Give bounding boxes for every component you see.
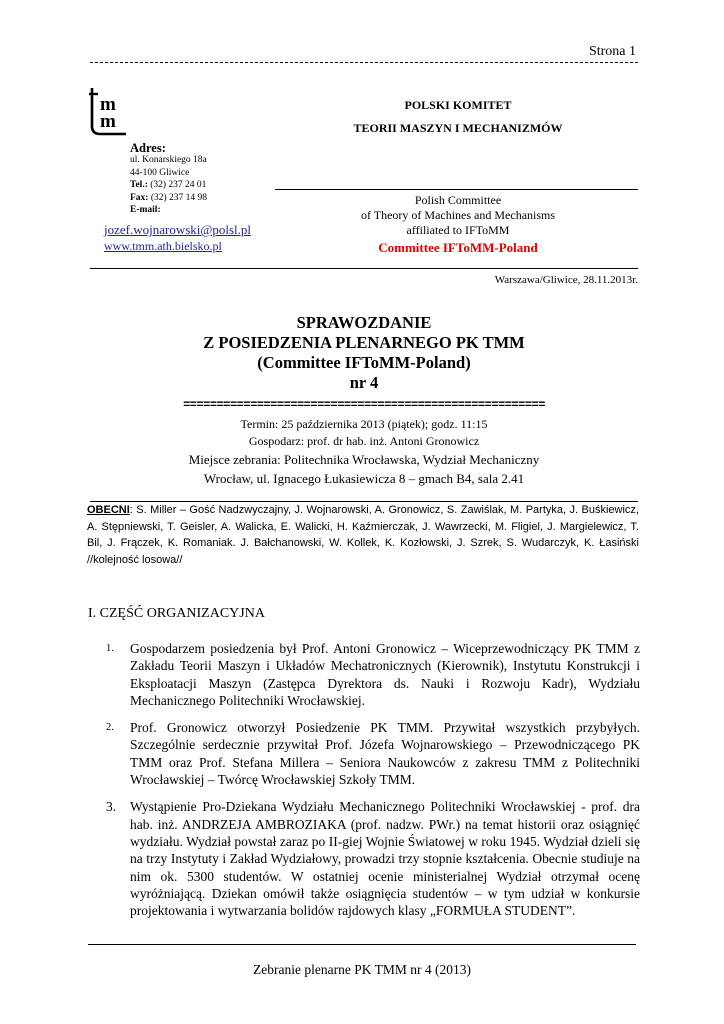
page-number: Strona 1	[588, 44, 636, 59]
organization-name-english	[278, 193, 638, 255]
meeting-address: Wrocław, ul. Ignacego Łukasiewicza 8 – gmach B4, sala 2.41	[203, 471, 525, 486]
title-separator: ======================================================	[183, 398, 545, 412]
fax-line	[130, 192, 207, 204]
email-link[interactable]: jozef.wojnarowski@polsl.pl	[104, 222, 252, 237]
fax-label: Fax:	[130, 192, 149, 203]
address-block	[130, 142, 207, 216]
svg-text:m: m	[100, 111, 116, 132]
list-item	[100, 640, 640, 709]
tmm-logo-icon	[88, 86, 128, 138]
org-en-line3: affiliated to IFToMM	[406, 223, 510, 237]
footer-divider	[88, 944, 636, 945]
meeting-host: Gospodarz: prof. dr hab. inż. Antoni Gronowicz	[248, 434, 480, 448]
header-dashed-divider	[90, 62, 638, 63]
title-line1: SPRAWOZDANIE	[296, 313, 432, 332]
item-number: 2.	[106, 722, 114, 734]
svg-text:m: m	[100, 94, 116, 115]
title-line4: nr 4	[349, 373, 379, 392]
meeting-place: Miejsce zebrania: Politechnika Wrocławska, Wydział Mechaniczny	[188, 452, 540, 467]
section-title: I. CZĘŚĆ ORGANIZACYJNA	[88, 606, 265, 621]
attendees-text: : S. Miller – Gość Nadzwyczajny, J. Wojnarowski, A. Gronowicz, S. Zawiślak, M. Partyka, J. Buśkiewicz, A. Stępniewski, T. Geisler, A. Walicka, E. Walicki, H. Kaźmierczak, J. Wawrzecki, M. Fligiel, J. Margielewicz, T. Bil, J. Frączek, K. Romaniak. J. Bałchanowski, W. Kollek, K. Kozłowski, J. Szrek, S. Wudarczyk, K. Łasiński //kolejność losowa//	[87, 504, 639, 566]
email-label: E-mail:	[130, 205, 161, 216]
address-street: ul. Konarskiego 18a	[130, 155, 207, 166]
org-en-divider	[275, 189, 638, 190]
agenda-list	[100, 640, 640, 929]
attendees-list	[87, 502, 639, 568]
tel-value: (32) 237 24 01	[150, 180, 207, 191]
list-item	[100, 798, 640, 919]
header-divider	[90, 268, 638, 269]
fax-value: (32) 237 14 98	[150, 192, 208, 203]
org-en-line4: Committee IFToMM-Poland	[378, 240, 538, 255]
address-city: 44-100 Gliwice	[130, 167, 190, 178]
document-date: Warszawa/Gliwice, 28.11.2013r.	[494, 274, 638, 286]
organization-name-polish	[278, 94, 638, 140]
item-number: 1.	[106, 643, 114, 654]
meeting-term: Termin: 25 października 2013 (piątek); godz. 11:15	[240, 417, 488, 431]
item-number: 3.	[106, 799, 117, 815]
document-title	[90, 313, 638, 393]
meeting-details	[90, 416, 638, 488]
org-en-line1: Polish Committee	[414, 193, 502, 207]
website-link[interactable]: www.tmm.ath.bielsko.pl	[104, 239, 222, 253]
item-text: Gospodarzem posiedzenia był Prof. Antoni Gronowicz – Wiceprzewodniczący PK TMM z Zakładu Teorii Maszyn i Układów Mechatronicznych (Kierownik), Instytutu Konstrukcji i Eksploatacji Maszyn (Zastępca Dyrektora ds. Nauki i Rozwoju Kadr), Wydziału Mechanicznego Politechniki Wrocławskiej.	[130, 641, 640, 708]
address-label: Adres:	[130, 141, 166, 155]
item-text: Wystąpienie Pro-Dziekana Wydziału Mechanicznego Politechniki Wrocławskiej - prof. dra hab. inż. ANDRZEJA AMBROZIAKA (prof. nadzw. PWr.) na temat historii oraz osiągnięć wydziału. Wydział powstał zaraz po II-giej Wojnie Światowej w roku 1945. Wydział dzieli się na trzy Instytuty i Zakład Wydziałowy, prowadzi trzy stopnie kształcenia. Obecnie studiuje na nim ok. 5300 studentów. W ostatniej ocenie ministerialnej Wydział otrzymał ocenę wyróżniającą. Dziekan omówił także osiągnięcia studentów – w tym udział w konkursie projektowania i wytwarzania bolidów rajdowych klasy „FORMUŁA STUDENT”.	[130, 799, 640, 919]
item-text: Prof. Gronowicz otworzył Posiedzenie PK TMM. Przywitał wszystkich przybyłych. Szczególnie serdecznie przywitał Prof. Józefa Wojnarowskiego – Przewodniczącego PK TMM oraz Prof. Stefana Millera – Seniora Naukowców z zakresu TMM z Politechniki Wrocławskiej – Twórcę Wrocławskiej Szkoły TMM.	[130, 720, 640, 788]
list-item	[100, 719, 640, 788]
title-line2: Z POSIEDZENIA PLENARNEGO PK TMM	[203, 333, 525, 352]
org-pl-line1: POLSKI KOMITET	[404, 98, 512, 112]
org-en-line2: of Theory of Machines and Mechanisms	[360, 208, 556, 222]
attendees-label: OBECNI	[87, 504, 130, 516]
footer-text: Zebranie plenarne PK TMM nr 4 (2013)	[253, 962, 471, 977]
org-pl-line2: TEORII MASZYN I MECHANIZMÓW	[353, 121, 563, 135]
title-line3: (Committee IFToMM-Poland)	[257, 353, 471, 372]
phone-line	[130, 179, 207, 191]
tel-label: Tel.:	[130, 180, 148, 191]
